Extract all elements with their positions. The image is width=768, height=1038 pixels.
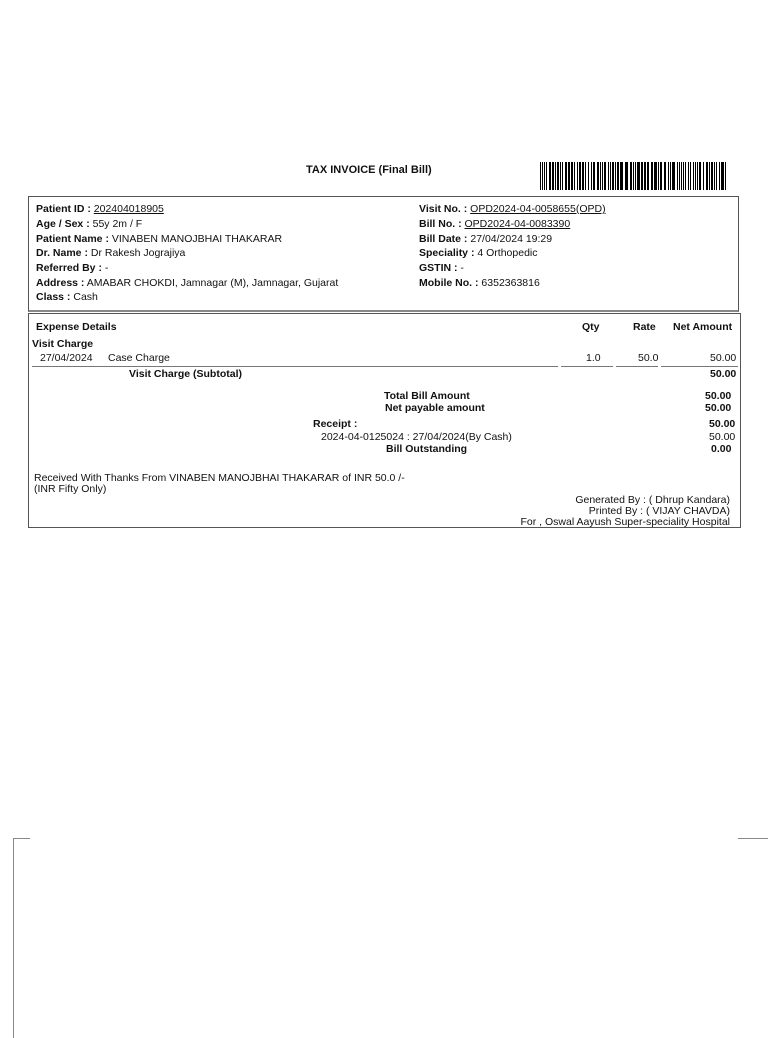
received-line-2: (INR Fifty Only) [34, 483, 107, 495]
age-sex-row [36, 218, 142, 230]
barcode-bar [635, 162, 636, 190]
group-visit-charge: Visit Charge [32, 338, 94, 350]
barcode-bar [711, 162, 713, 190]
barcode-bar [574, 162, 575, 190]
invoice-title: TAX INVOICE (Final Bill) [306, 164, 432, 176]
barcode-bar [552, 162, 554, 190]
bill-date-label: Bill Date : [419, 233, 468, 245]
barcode-bar [562, 162, 563, 190]
barcode-bar [658, 162, 659, 190]
visit-no-label: Visit No. : [419, 203, 468, 215]
barcode-bar [699, 162, 701, 190]
patient-name-label: Patient Name : [36, 233, 109, 245]
barcode-bar [617, 162, 619, 190]
barcode-bar [579, 162, 581, 190]
barcode-bar [672, 162, 675, 190]
barcode-bar [600, 162, 601, 190]
barcode-bar [620, 162, 623, 190]
receipt-total: 50.00 [709, 418, 736, 430]
barcode-bar [633, 162, 634, 190]
barcode-bar [719, 162, 720, 190]
barcode-bar [725, 162, 726, 190]
barcode-bar [688, 162, 689, 190]
row-net-amount: 50.00 [710, 352, 737, 364]
doctor-row [36, 247, 185, 259]
mobile-row [419, 277, 540, 289]
barcode-bar [685, 162, 686, 190]
barcode-bar [602, 162, 603, 190]
row-divider-3 [616, 366, 658, 367]
frame-gap [30, 837, 738, 840]
barcode-image [540, 162, 727, 190]
referred-row [36, 262, 108, 274]
barcode-bar [647, 162, 649, 190]
class-row [36, 291, 98, 303]
barcode-bar [641, 162, 643, 190]
barcode-bar [660, 162, 662, 190]
patient-name-value: VINABEN MANOJBHAI THAKARAR [111, 233, 283, 245]
barcode-bar [697, 162, 698, 190]
visit-no-row [419, 203, 606, 215]
barcode-bar [568, 162, 570, 190]
bill-date-row [419, 233, 552, 245]
barcode-bar [604, 162, 606, 190]
received-line-1: Received With Thanks From VINABEN MANOJBHAI THAKARAR of INR 50.0 /- [34, 472, 405, 484]
barcode-bar [690, 162, 691, 190]
mobile-label: Mobile No. : [419, 277, 479, 289]
barcode-bar [615, 162, 616, 190]
col-rate: Rate [633, 321, 656, 333]
patient-id-value[interactable]: 202404018905 [93, 203, 164, 215]
barcode-bar [630, 162, 632, 190]
barcode-bar [588, 162, 589, 190]
barcode-bar [585, 162, 586, 190]
barcode-bar [557, 162, 559, 190]
barcode-bar [654, 162, 657, 190]
col-qty: Qty [582, 321, 600, 333]
barcode-bar [610, 162, 611, 190]
row-rate: 50.0 [638, 352, 659, 364]
patient-id-label: Patient ID : [36, 203, 91, 215]
bill-date-value: 27/04/2024 19:29 [470, 233, 553, 245]
barcode-bar [668, 162, 669, 190]
row-date: 27/04/2024 [40, 352, 93, 364]
barcode-bar [608, 162, 609, 190]
barcode-bar [716, 162, 717, 190]
outstanding-value: 0.00 [711, 443, 732, 455]
referred-value: - [104, 262, 109, 274]
row-description: Case Charge [108, 352, 170, 364]
barcode-bar [582, 162, 584, 190]
barcode-bar [577, 162, 578, 190]
total-bill-value: 50.00 [705, 390, 732, 402]
receipt-label: Receipt : [313, 418, 358, 430]
doctor-value: Dr Rakesh Jograjiya [90, 247, 186, 259]
col-expense-details: Expense Details [36, 321, 117, 333]
barcode-bar [709, 162, 710, 190]
barcode-bar [560, 162, 561, 190]
bill-no-row [419, 218, 570, 230]
barcode-bar [597, 162, 599, 190]
receipt-amount: 50.00 [709, 431, 736, 443]
barcode-bar [571, 162, 573, 190]
mobile-value: 6352363816 [481, 277, 540, 289]
referred-label: Referred By : [36, 262, 102, 274]
barcode-bar [679, 162, 680, 190]
speciality-row [419, 247, 538, 259]
address-row [36, 277, 338, 289]
class-label: Class : [36, 291, 71, 303]
next-page-frame [13, 838, 768, 1038]
barcode-bar [721, 162, 724, 190]
barcode-bar [540, 162, 541, 190]
bill-no-value[interactable]: OPD2024-04-0083390 [464, 218, 571, 230]
barcode-bar [591, 162, 592, 190]
net-payable-label: Net payable amount [385, 402, 485, 414]
barcode-bar [714, 162, 715, 190]
address-value: AMABAR CHOKDI, Jamnagar (M), Jamnagar, Gujarat [86, 277, 339, 289]
doctor-label: Dr. Name : [36, 247, 88, 259]
barcode-bar [546, 162, 547, 190]
age-sex-value: 55y 2m / F [92, 218, 143, 230]
barcode-bar [593, 162, 595, 190]
visit-no-value[interactable]: OPD2024-04-0058655(OPD) [470, 203, 606, 215]
barcode-bar [695, 162, 696, 190]
gstin-value: - [460, 262, 464, 274]
barcode-bar [706, 162, 708, 190]
barcode-bar [683, 162, 684, 190]
barcode-bar [677, 162, 678, 190]
bill-no-label: Bill No. : [419, 218, 462, 230]
net-payable-value: 50.00 [705, 402, 732, 414]
speciality-label: Speciality : [419, 247, 475, 259]
barcode-bar [637, 162, 640, 190]
barcode-bar [625, 162, 628, 190]
barcode-bar [612, 162, 614, 190]
subtotal-label: Visit Charge (Subtotal) [129, 368, 242, 380]
barcode-bar [555, 162, 556, 190]
subtotal-value: 50.00 [710, 368, 737, 380]
barcode-bar [703, 162, 704, 190]
barcode-bar [542, 162, 543, 190]
row-divider-1 [32, 366, 558, 367]
barcode-bar [693, 162, 694, 190]
col-net-amount: Net Amount [673, 321, 733, 333]
generated-by: Generated By : ( Dhrup Kandara) [575, 494, 730, 506]
barcode-bar [651, 162, 653, 190]
age-sex-label: Age / Sex : [36, 218, 90, 230]
barcode-bar [644, 162, 646, 190]
receipt-line: 2024-04-0125024 : 27/04/2024(By Cash) [321, 431, 512, 443]
gstin-row [419, 262, 464, 274]
gstin-label: GSTIN : [419, 262, 458, 274]
speciality-value: 4 Orthopedic [477, 247, 538, 259]
row-divider-2 [561, 366, 613, 367]
barcode-bar [664, 162, 666, 190]
row-divider-4 [661, 366, 738, 367]
class-value: Cash [73, 291, 98, 303]
barcode-bar [544, 162, 545, 190]
barcode-bar [549, 162, 551, 190]
row-qty: 1.0 [586, 352, 601, 364]
outstanding-label: Bill Outstanding [386, 443, 468, 455]
patient-name-row [36, 233, 282, 245]
barcode-bar [565, 162, 567, 190]
total-bill-label: Total Bill Amount [384, 390, 470, 402]
barcode-bar [670, 162, 671, 190]
hospital-name: For , Oswal Aayush Super-speciality Hospital [520, 516, 730, 528]
printed-by: Printed By : ( VIJAY CHAVDA) [588, 505, 730, 517]
patient-id-row [36, 203, 164, 215]
address-label: Address : [36, 277, 85, 289]
frame-tick-right [740, 838, 768, 839]
barcode-bar [681, 162, 682, 190]
